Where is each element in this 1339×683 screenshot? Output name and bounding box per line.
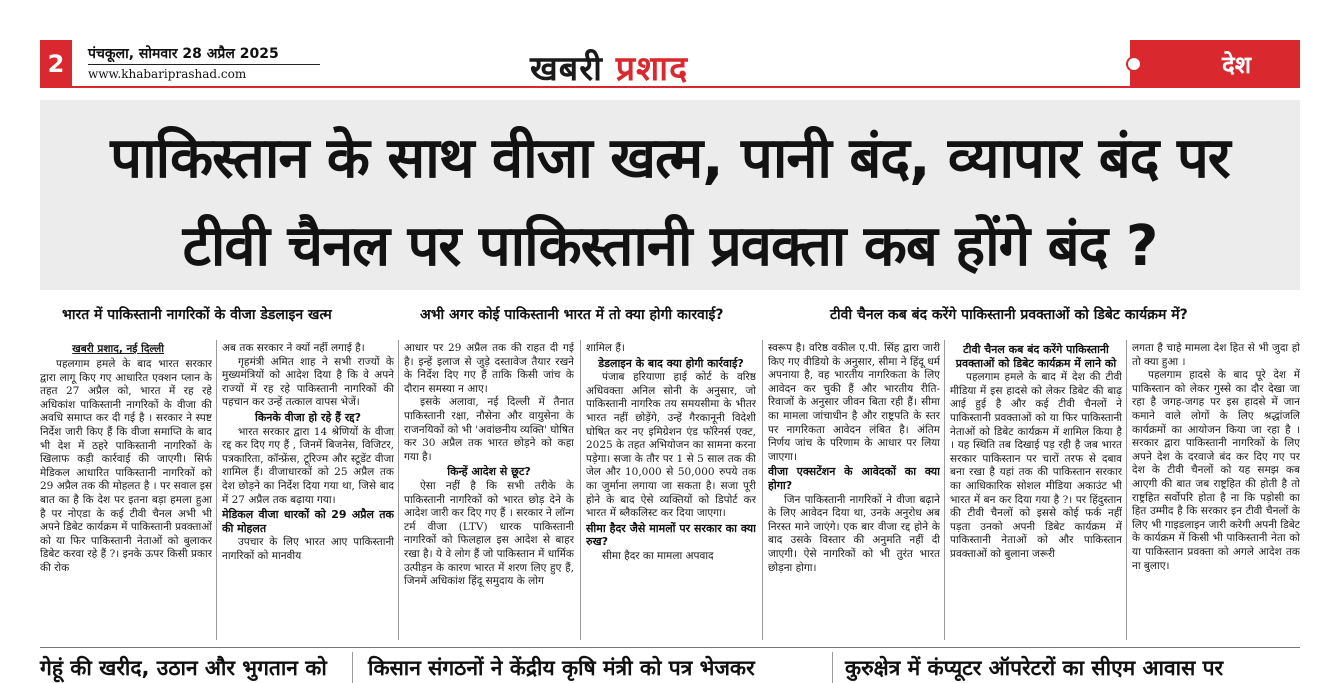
section-label: देश <box>1130 40 1300 88</box>
paragraph: पहलगाम हमले के बाद में देश की टीवी मीडिया में इस हादसे को लेकर डिबेट की बाढ़ आई हुई है और कई टीवी चैनलों ने पाकिस्तानी प्रवक्ताओं को या फिर पाकिस्तानी नेताओं को डिबेट कार्यक्रम में शामिल किया है । यह स्थिति तब दिखाई पड़ रही है जब भारत सरकार पाकिस्तान पर चारों तरफ से दबाव बना रखा है यहां तक की पाकिस्तान सरकार का आधिकारिक सोशल मीडिया अकाउंट भी भारत में बन कर दिया गया है ?। पर हिंदुस्तान की टीवी चैनलों को इससे कोई फर्क नहीं पड़ता उनको अपनी डिबेट कार्यक्रम में पाकिस्तानी नेताओं को और पाकिस्तान प्रवक्ताओं को बुलाना जरूरी <box>950 371 1122 560</box>
article-column-4 <box>586 342 756 640</box>
paragraph: पहलगाम हमले के बाद भारत सरकार द्वारा लागू किए गए आधारित एक्शन प्लान के तहत 27 अप्रैल को, भारत में रह रहे अधिकांश पाकिस्तानी नागरिकों के वीजा की अवधि समाप्त कर दी गई है । सरकार ने स्पष्ट निर्देश जारी किए हैं कि वीजा समाप्ति के बाद भी देश में ठहरे पाकिस्तानी नागरिकों के खिलाफ कड़ी कार्रवाई की जाएगी। सिर्फ मेडिकल आधारित पाकिस्तानी नागरिकों को 29 अप्रैल तक की मोहलत है । पर सवाल इस बात का है कि देश पर इतना बड़ा हमला हुआ है पर नोएडा के कई टीवी चैनल अभी भी अपने डिबेट कार्यक्रम में पाकिस्तानी प्रवक्ताओं को या फिर पाकिस्तानी नेताओं को बुलाकर डिबेट करवा रहे हैं ?। इनके ऊपर किसी प्रकार की रोक <box>40 358 212 574</box>
section-heading: टीवी चैनल कब बंद करेंगे पाकिस्तानी प्रवक्ताओं को डिबेट कार्यक्रम में लाने को <box>955 343 1117 370</box>
newspaper-logo <box>530 44 688 90</box>
website-link[interactable]: www.khabariprashad.com <box>88 67 247 81</box>
column-rule <box>398 340 399 640</box>
headline-line-2: टीवी चैनल पर पाकिस्तानी प्रवक्ता कब होंगे बंद ? <box>182 214 1158 279</box>
column-rule <box>832 652 833 683</box>
paragraph: जिन पाकिस्तानी नागरिकों ने वीजा बढ़ाने के लिए आवेदन दिया था, उनके अनुरोध अब निरस्त माने जाएंगे। एक बार वीजा रद्द होने के बाद उसके विस्तार की अनुमति नहीं दी जाएगी। ऐसे नागरिकों को भी तुरंत भारत छोड़ना होगा। <box>768 493 940 574</box>
bottom-story-headline-farmers[interactable]: किसान संगठनों ने केंद्रीय कृषि मंत्री को पत्र भेजकर <box>368 656 755 680</box>
paragraph: आधार पर 29 अप्रैल तक की राहत दी गई है। इन्हें इलाज से जुड़े दस्तावेज तैयार रखने के निर्देश दिए गए हैं ताकि किसी जांच के दौरान समस्या न आए। <box>404 342 574 395</box>
paragraph: ऐसा नहीं है कि सभी तरीके के पाकिस्तानी नागरिकों को भारत छोड़ देने के आदेश जारी कर दिए गए हैं । सरकार ने लॉन्ग टर्म वीजा (LTV) धारक पाकिस्तानी नागरिकों को फिलहाल इस आदेश से बाहर रखा है। ये वे लोग हैं जो पाकिस्तान में धार्मिक उत्पीड़न के कारण भारत में शरण लिए हुए हैं, जिनमें अधिकांश हिंदू समुदाय के लोग <box>404 479 574 588</box>
paragraph: स्वरूप है। वरिष्ठ वकील ए.पी. सिंह द्वारा जारी किए गए वीडियो के अनुसार, सीमा ने हिंदू धर्म अपनाया है, वह भारतीय नागरिकता के लिए आवेदन कर चुकी हैं और भारतीय रीति-रिवाजों के अनुसार जीवन बिता रही हैं। सीमा का मामला जांचाधीन है और राष्ट्रपति के स्तर पर नागरिकता आवेदन लंबित है। अंतिम निर्णय जांच के परिणाम के आधार पर लिया जाएगा। <box>768 342 940 463</box>
paragraph: पहलगाम हादसे के बाद पूरे देश में पाकिस्तान को लेकर गुस्से का दौर देखा जा रहा है जगह-जगह पर इस हादसे में जान कमाने वाले लोगों के लिए श्रद्धांजलि कार्यक्रमों का आयोजन किया जा रहा है । सरकार द्वारा पाकिस्तानी नागरिकों के लिए अपने देश के दरवाजे बंद कर दिए गए पर देश के टीवी चैनलों को यह समझ कब आएगी की बात जब राष्ट्रहित की होती है तो राष्ट्रहित सर्वोपरि होता है ना कि पड़ोसी का हित उम्मीद है कि सरकार इन टीवी चैनलों के लिए भी गाइडलाइन जारी करेगी अपनी डिबेट के कार्यक्रम में किसी भी पाकिस्तानी नेता को या पाकिस्तान प्रवक्ता को अगले आदेश तक ना बुलाए। <box>1132 369 1300 572</box>
column-rule <box>580 340 581 640</box>
column-rule <box>352 652 353 683</box>
main-headline-box <box>40 100 1300 290</box>
dateline: पंचकूला, सोमवार 28 अप्रैल 2025 <box>88 46 279 62</box>
section-heading: किनके वीजा हो रहे हैं रद्द? <box>254 410 362 424</box>
paragraph: अब तक सरकार ने क्यों नहीं लगाई है। <box>222 342 365 354</box>
section-heading: डेडलाइन के बाद क्या होगी कार्रवाई? <box>598 356 744 370</box>
section-heading: सीमा हैदर जैसे मामलों पर सरकार का क्या रुख? <box>586 521 756 549</box>
paragraph: पंजाब हरियाणा हाई कोर्ट के वरिष्ठ अधिवक्ता अनिल सोनी के अनुसार, जो पाकिस्तानी नागरिक तय समयसीमा के भीतर भारत नहीं छोड़ेंगे, उन्हें गैरकानूनी विदेशी घोषित कर नए इमिग्रेशन एंड फॉरेनर्स एक्ट, 2025 के तहत अभियोजन का सामना करना पड़ेगा। सजा के तौर पर 1 से 5 साल तक की जेल और 10,000 से 50,000 रुपये तक का जुर्माना लगाया जा सकता है। सजा पूरी होने के बाद ऐसे व्यक्तियों को डिपोर्ट कर भारत में ब्लैकलिस्ट कर दिया जाएगा। <box>586 371 756 520</box>
section-heading: मेडिकल वीजा धारकों को 29 अप्रैल तक की मोहलत <box>222 508 394 535</box>
page-number: 2 <box>40 40 72 88</box>
article-column-5 <box>768 342 940 640</box>
article-column-1 <box>40 342 212 640</box>
masthead <box>40 40 1300 90</box>
paragraph: लगता है चाहे मामला देश हित से भी जुदा हो तो क्या हुआ । <box>1132 342 1300 368</box>
logo-word-prashad: प्रशाद <box>615 49 689 89</box>
bottom-story-headline-kurukshetra[interactable]: कुरुक्षेत्र में कंप्यूटर ऑपरेटरों का सीएम आवास पर <box>845 656 1224 680</box>
bottom-story-headline-wheat[interactable]: गेहूं की खरीद, उठान और भुगतान को <box>40 656 327 680</box>
section-heading: वीजा एक्सटेंशन के आवेदकों का क्या होगा? <box>768 465 940 492</box>
paragraph: भारत सरकार द्वारा 14 श्रेणियों के वीजा रद्द कर दिए गए हैं , जिनमें बिजनेस, विजिटर, पत्रकारिता, कॉन्फ्रेंस, टूरिज्म और स्टूडेंट वीजा शामिल हैं। वीजाधारकों को 25 अप्रैल तक देश छोड़ने का निर्देश दिया गया था, जिसे बाद में 27 अप्रैल तक बढ़ाया गया। <box>222 425 394 506</box>
subhead-action: अभी अगर कोई पाकिस्तानी भारत में तो क्या होगी कारवाई? <box>420 307 724 323</box>
article-column-6 <box>950 342 1122 640</box>
subhead-tv-channels: टीवी चैनल कब बंद करेंगे पाकिस्तानी प्रवक्ताओं को डिबेट कार्यक्रम में? <box>830 307 1188 323</box>
column-rule <box>762 340 763 640</box>
headline-line-1: पाकिस्तान के साथ वीजा खत्म, पानी बंद, व्यापार बंद पर <box>110 126 1230 191</box>
subhead-visa-deadline: भारत में पाकिस्तानी नागरिकों के वीजा डेडलाइन खत्म <box>62 307 332 323</box>
paragraph: गृहमंत्री अमित शाह ने सभी राज्यों के मुख्यमंत्रियों को आदेश दिया है कि वे अपने राज्यों में रह रहे पाकिस्तानी नागरिकों की पहचान कर उन्हें तत्काल वापस भेजें। <box>222 355 394 409</box>
column-rule <box>944 340 945 640</box>
article-column-7 <box>1132 342 1300 640</box>
article-column-2 <box>222 342 394 640</box>
dateline-rule <box>88 64 320 65</box>
article-column-3 <box>404 342 574 640</box>
paragraph: उपचार के लिए भारत आए पाकिस्तानी नागरिकों को मानवीय <box>222 536 394 562</box>
column-rule <box>216 340 217 640</box>
column-rule <box>1126 340 1127 640</box>
paragraph: इसके अलावा, नई दिल्ली में तैनात पाकिस्तानी रक्षा, नौसेना और वायुसेना के राजनयिकों को भी 'अवांछनीय व्यक्ति' घोषित कर 30 अप्रैल तक भारत छोड़ने को कहा गया है। <box>404 396 574 463</box>
section-heading: किन्हें आदेश से छूट? <box>447 465 531 479</box>
paragraph: सीमा हैदर का मामला अपवाद <box>602 549 714 562</box>
byline: खबरी प्रशाद, नई दिल्ली <box>72 343 164 355</box>
section-dot-icon <box>1126 56 1142 72</box>
logo-word-khabari: खबरी <box>530 49 603 89</box>
paragraph: शामिल हैं। <box>586 342 625 354</box>
bottom-divider <box>40 647 1300 648</box>
